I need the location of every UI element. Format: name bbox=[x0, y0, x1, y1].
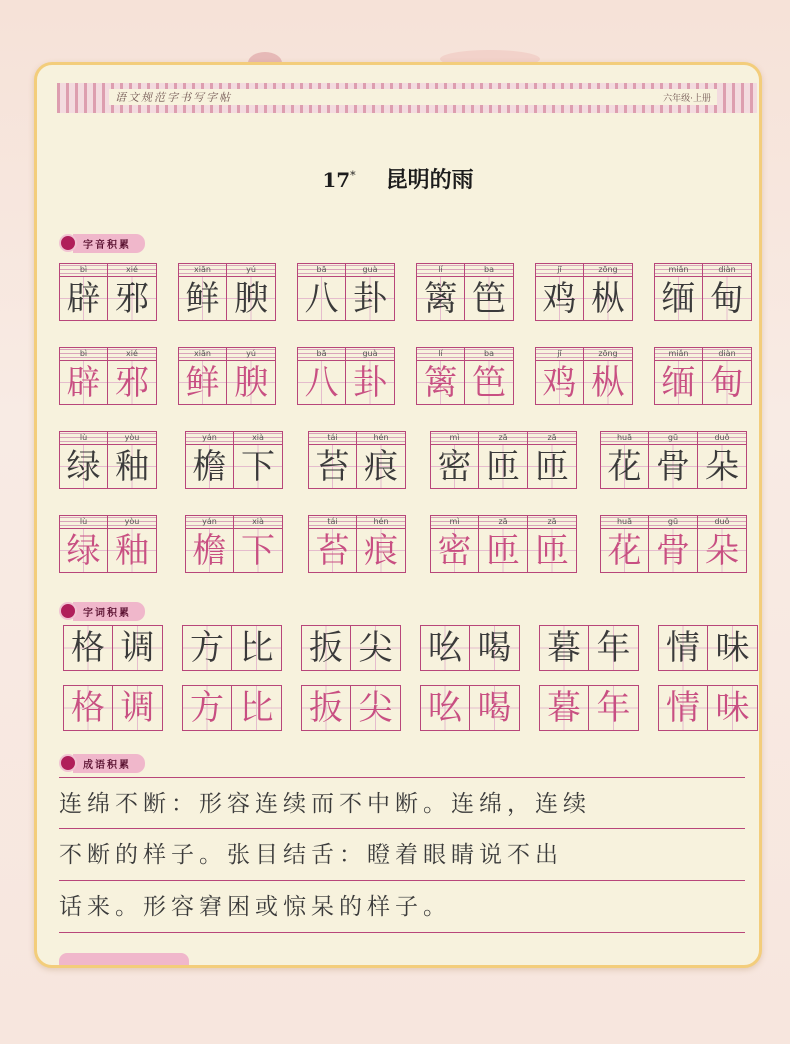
student-icon bbox=[59, 234, 77, 252]
pinyin-label: jī bbox=[535, 347, 584, 360]
word-practice-box bbox=[658, 685, 758, 731]
model-character: 情 bbox=[658, 625, 708, 671]
model-character: 吆 bbox=[420, 625, 470, 671]
word-practice-box bbox=[600, 431, 747, 489]
pinyin-label: lù bbox=[59, 431, 108, 444]
model-character: 匝 bbox=[528, 444, 577, 489]
pinyin-label: ba bbox=[465, 263, 514, 276]
word-practice-box bbox=[59, 263, 157, 321]
word-practice-box bbox=[178, 263, 276, 321]
model-character: 枞 bbox=[584, 276, 633, 321]
pinyin-label: zōng bbox=[584, 263, 633, 276]
word-practice-box bbox=[178, 347, 276, 405]
pinyin-label: lí bbox=[416, 347, 465, 360]
trace-character: 篱 bbox=[416, 360, 465, 405]
pinyin-label: miǎn bbox=[654, 263, 703, 276]
pinyin-label: miǎn bbox=[654, 347, 703, 360]
pinyin-label: huā bbox=[600, 515, 649, 528]
trace-character: 鲜 bbox=[178, 360, 227, 405]
word-practice-box bbox=[416, 347, 514, 405]
trace-character: 釉 bbox=[108, 528, 157, 573]
trace-character: 扳 bbox=[301, 685, 351, 731]
pinyin-label: duǒ bbox=[698, 515, 747, 528]
trace-character: 枞 bbox=[584, 360, 633, 405]
trace-character: 绿 bbox=[59, 528, 108, 573]
trace-character: 调 bbox=[113, 685, 163, 731]
pinyin-label: zā bbox=[479, 515, 528, 528]
pinyin-label: tái bbox=[308, 515, 357, 528]
model-character: 苔 bbox=[308, 444, 357, 489]
model-character: 密 bbox=[430, 444, 479, 489]
trace-character: 匝 bbox=[479, 528, 528, 573]
section-label: 字词积累 bbox=[73, 602, 145, 621]
model-character: 喝 bbox=[470, 625, 520, 671]
trace-character: 年 bbox=[589, 685, 639, 731]
pinyin-label: ba bbox=[465, 347, 514, 360]
word-practice-box bbox=[297, 263, 395, 321]
trace-character: 匝 bbox=[528, 528, 577, 573]
model-character: 年 bbox=[589, 625, 639, 671]
pinyin-label: guà bbox=[346, 263, 395, 276]
trace-character: 缅 bbox=[654, 360, 703, 405]
word-practice-box bbox=[308, 431, 406, 489]
trace-character: 吆 bbox=[420, 685, 470, 731]
idiom-line: 话来。形容窘困或惊呆的样子。 bbox=[59, 881, 745, 933]
trace-character: 苔 bbox=[308, 528, 357, 573]
word-practice-box bbox=[182, 625, 282, 671]
model-character: 邪 bbox=[108, 276, 157, 321]
model-character: 味 bbox=[708, 625, 758, 671]
word-practice-box bbox=[535, 347, 633, 405]
word-practice-box bbox=[63, 625, 163, 671]
pinyin-label: huā bbox=[600, 431, 649, 444]
pinyin-label: zā bbox=[528, 431, 577, 444]
word-practice-box bbox=[59, 515, 157, 573]
pinyin-label: yòu bbox=[108, 515, 157, 528]
pinyin-label: mì bbox=[430, 515, 479, 528]
pinyin-label: jī bbox=[535, 263, 584, 276]
trace-character: 八 bbox=[297, 360, 346, 405]
word-practice-box bbox=[185, 515, 283, 573]
model-character: 篱 bbox=[416, 276, 465, 321]
trace-character: 方 bbox=[182, 685, 232, 731]
model-character: 方 bbox=[182, 625, 232, 671]
model-character: 调 bbox=[113, 625, 163, 671]
pinyin-label: duǒ bbox=[698, 431, 747, 444]
pinyin-label: zā bbox=[528, 515, 577, 528]
word-practice-box bbox=[430, 515, 577, 573]
trace-character: 下 bbox=[234, 528, 283, 573]
word-practice-box bbox=[63, 685, 163, 731]
workbook-page bbox=[34, 62, 762, 968]
section-header-cheng-yu bbox=[59, 753, 145, 773]
trace-character: 花 bbox=[600, 528, 649, 573]
section-header-zi-yin bbox=[59, 233, 145, 253]
model-character: 辟 bbox=[59, 276, 108, 321]
model-character: 八 bbox=[297, 276, 346, 321]
lesson-name: 昆明的雨 bbox=[385, 167, 474, 193]
trace-character: 味 bbox=[708, 685, 758, 731]
model-character: 痕 bbox=[357, 444, 406, 489]
pinyin-label: gū bbox=[649, 431, 698, 444]
model-character: 暮 bbox=[539, 625, 589, 671]
trace-character: 比 bbox=[232, 685, 282, 731]
pinyin-label: yú bbox=[227, 347, 276, 360]
model-character: 匝 bbox=[479, 444, 528, 489]
trace-character: 暮 bbox=[539, 685, 589, 731]
trace-character: 笆 bbox=[465, 360, 514, 405]
section-label: 成语积累 bbox=[73, 754, 145, 773]
grade-label: 六年级·上册 bbox=[663, 93, 711, 104]
word-practice-box bbox=[539, 685, 639, 731]
pinyin-label: yú bbox=[227, 263, 276, 276]
pinyin-label: tái bbox=[308, 431, 357, 444]
model-character: 缅 bbox=[654, 276, 703, 321]
model-character: 扳 bbox=[301, 625, 351, 671]
word-practice-box bbox=[654, 347, 752, 405]
pinyin-label: xiān bbox=[178, 263, 227, 276]
trace-character: 鸡 bbox=[535, 360, 584, 405]
word-practice-box bbox=[430, 431, 577, 489]
model-character: 鲜 bbox=[178, 276, 227, 321]
pinyin-label: diàn bbox=[703, 263, 752, 276]
pinyin-label: mì bbox=[430, 431, 479, 444]
trace-character: 腴 bbox=[227, 360, 276, 405]
model-character: 腴 bbox=[227, 276, 276, 321]
word-practice-box bbox=[182, 685, 282, 731]
pinyin-label: hén bbox=[357, 515, 406, 528]
trace-character: 辟 bbox=[59, 360, 108, 405]
pinyin-label: bì bbox=[59, 263, 108, 276]
word-practice-box bbox=[308, 515, 406, 573]
pinyin-label: xié bbox=[108, 263, 157, 276]
model-character: 卦 bbox=[346, 276, 395, 321]
pinyin-label: lí bbox=[416, 263, 465, 276]
pinyin-label: yán bbox=[185, 431, 234, 444]
trace-character: 密 bbox=[430, 528, 479, 573]
trace-character: 尖 bbox=[351, 685, 401, 731]
pinyin-label: gū bbox=[649, 515, 698, 528]
pinyin-label: xià bbox=[234, 515, 283, 528]
pinyin-label: xié bbox=[108, 347, 157, 360]
pinyin-label: yòu bbox=[108, 431, 157, 444]
pinyin-label: bì bbox=[59, 347, 108, 360]
student-icon bbox=[59, 602, 77, 620]
word-practice-box bbox=[59, 347, 157, 405]
word-practice-box bbox=[297, 347, 395, 405]
model-character: 檐 bbox=[185, 444, 234, 489]
model-character: 下 bbox=[234, 444, 283, 489]
idiom-line: 不断的样子。张目结舌：瞪着眼睛说不出 bbox=[59, 829, 745, 881]
pinyin-label: xiān bbox=[178, 347, 227, 360]
trace-character: 喝 bbox=[470, 685, 520, 731]
lesson-number: 17 bbox=[322, 168, 351, 192]
pinyin-label: hén bbox=[357, 431, 406, 444]
idiom-line: 连绵不断：形容连续而不中断。连绵，连续 bbox=[59, 777, 745, 829]
pinyin-label: yán bbox=[185, 515, 234, 528]
pinyin-label: zōng bbox=[584, 347, 633, 360]
page-header-banner bbox=[57, 83, 757, 113]
trace-character: 檐 bbox=[185, 528, 234, 573]
trace-character: 邪 bbox=[108, 360, 157, 405]
word-practice-box bbox=[535, 263, 633, 321]
trace-character: 甸 bbox=[703, 360, 752, 405]
word-practice-box bbox=[59, 431, 157, 489]
word-practice-box bbox=[416, 263, 514, 321]
model-character: 甸 bbox=[703, 276, 752, 321]
word-practice-box bbox=[420, 625, 520, 671]
idiom-explanation bbox=[59, 777, 745, 933]
pinyin-label: bā bbox=[297, 263, 346, 276]
book-title: 语文规范字书写字帖 bbox=[115, 91, 232, 104]
word-practice-box bbox=[539, 625, 639, 671]
pinyin-label: diàn bbox=[703, 347, 752, 360]
model-character: 比 bbox=[232, 625, 282, 671]
lesson-star-mark: * bbox=[350, 168, 356, 182]
model-character: 骨 bbox=[649, 444, 698, 489]
model-character: 笆 bbox=[465, 276, 514, 321]
student-icon bbox=[59, 754, 77, 772]
word-practice-box bbox=[420, 685, 520, 731]
trace-character: 情 bbox=[658, 685, 708, 731]
next-section-header bbox=[59, 953, 189, 967]
word-practice-box bbox=[654, 263, 752, 321]
model-character: 绿 bbox=[59, 444, 108, 489]
trace-character: 格 bbox=[63, 685, 113, 731]
pinyin-label: bā bbox=[297, 347, 346, 360]
word-practice-box bbox=[658, 625, 758, 671]
word-practice-box bbox=[600, 515, 747, 573]
pinyin-label: zā bbox=[479, 431, 528, 444]
section-header-zi-ci bbox=[59, 601, 145, 621]
trace-character: 卦 bbox=[346, 360, 395, 405]
model-character: 尖 bbox=[351, 625, 401, 671]
trace-character: 朵 bbox=[698, 528, 747, 573]
pinyin-label: xià bbox=[234, 431, 283, 444]
lesson-title bbox=[37, 163, 759, 194]
word-practice-box bbox=[301, 625, 401, 671]
trace-character: 痕 bbox=[357, 528, 406, 573]
word-practice-box bbox=[185, 431, 283, 489]
word-practice-box bbox=[301, 685, 401, 731]
section-label: 字音积累 bbox=[73, 234, 145, 253]
model-character: 鸡 bbox=[535, 276, 584, 321]
model-character: 釉 bbox=[108, 444, 157, 489]
pinyin-label: guà bbox=[346, 347, 395, 360]
model-character: 花 bbox=[600, 444, 649, 489]
model-character: 朵 bbox=[698, 444, 747, 489]
trace-character: 骨 bbox=[649, 528, 698, 573]
model-character: 格 bbox=[63, 625, 113, 671]
pinyin-label: lù bbox=[59, 515, 108, 528]
